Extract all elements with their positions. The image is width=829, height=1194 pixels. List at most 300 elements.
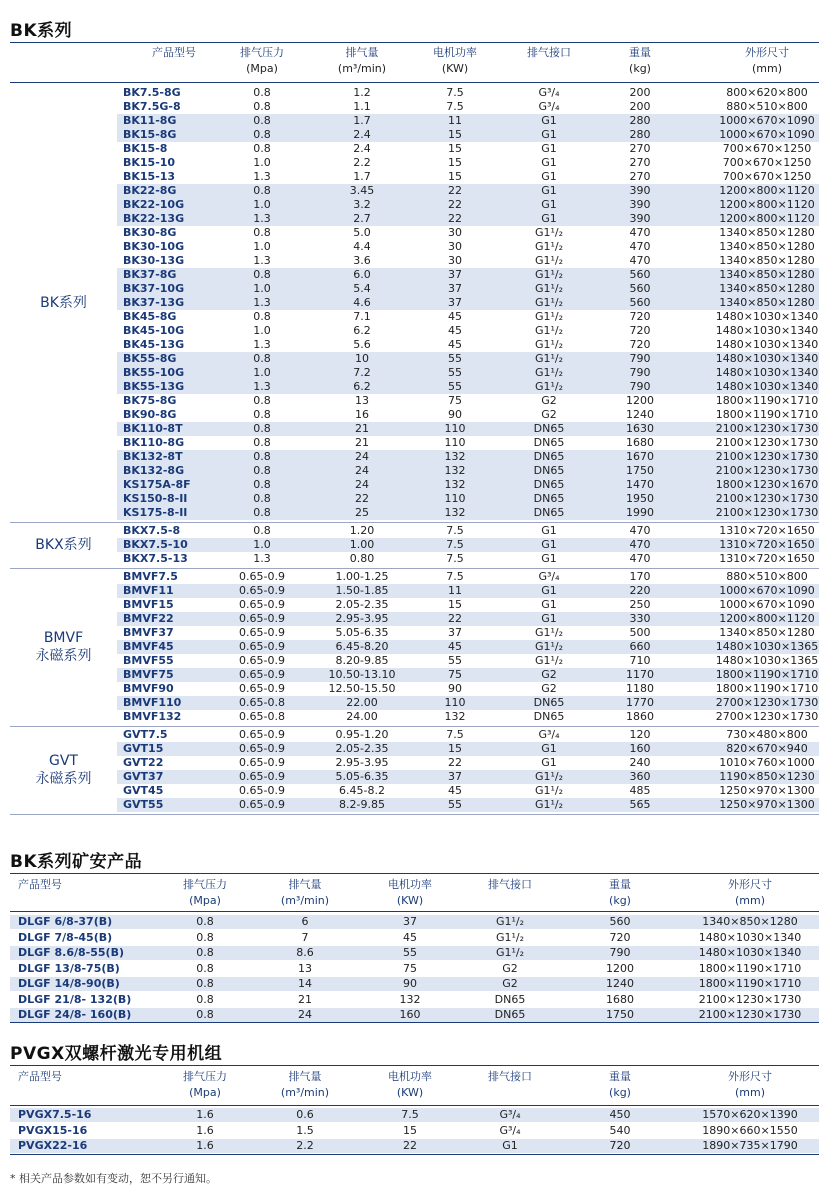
cell: G1¹/₂ [495,946,525,959]
cell: 7.5 [446,552,464,565]
cell: 0.8 [253,310,271,323]
cell: 1240 [626,408,654,421]
cell: 0.8 [196,1008,214,1021]
cell: G1 [541,552,557,565]
cell: DN65 [533,492,565,505]
cell: 5.0 [353,226,371,239]
cell: BK110-8G [123,436,185,449]
table-row [10,977,819,991]
cell: BMVF90 [123,682,174,695]
cell: G1 [541,128,557,141]
cell: 1480×1030×1340 [715,352,819,365]
column-header [250,1069,360,1101]
cell: 1800×1190×1710 [715,682,819,695]
table-row [117,310,819,324]
cell: BK55-13G [123,380,185,393]
table-row [117,598,819,612]
cell: 110 [444,436,466,449]
cell: DLGF 7/8-45(B) [18,930,113,944]
cell: BK132-8T [123,450,183,463]
cell: 45 [448,640,462,653]
cell: G1¹/₂ [534,338,564,351]
cell: 6.45-8.20 [335,640,389,653]
table-row [117,156,819,170]
cell: 2100×1230×1730 [715,464,819,477]
cell: DN65 [533,710,565,723]
cell: 7.5 [446,524,464,537]
cell: 2.4 [353,142,371,155]
column-header-unit: (Mpa) [246,62,278,75]
cell: 1.1 [353,100,371,113]
cell: 1.0 [253,366,271,379]
cell: 0.65-0.9 [239,584,285,597]
table-header-rule [10,82,819,83]
cell: G³/₄ [538,86,560,99]
table-row [117,784,819,798]
cell: 45 [403,930,417,944]
cell: 720 [629,324,651,337]
cell: 1340×850×1280 [719,282,815,295]
cell: 30 [448,254,462,267]
cell: 1200×800×1120 [719,184,815,197]
column-header-label: 重量 [629,46,651,59]
cell: 7.1 [353,310,371,323]
cell: 1.00-1.25 [335,570,389,583]
cell: 270 [629,142,651,155]
cell: 6.45-8.2 [339,784,385,797]
column-header [565,877,675,909]
cell: G1¹/₂ [534,784,564,797]
column-header-unit: (kg) [609,1086,631,1099]
cell: 0.65-0.9 [239,682,285,695]
cell: G1¹/₂ [534,324,564,337]
cell: 45 [448,324,462,337]
cell: 1.7 [353,114,371,127]
cell: 1200×800×1120 [719,212,815,225]
cell: 21 [298,992,312,1006]
cell: PVGX15-16 [18,1123,88,1137]
cell: 170 [629,570,651,583]
cell: 880×510×800 [726,570,808,583]
cell: 110 [444,696,466,709]
cell: 450 [609,1108,631,1121]
cell: 500 [629,626,651,639]
table-row [117,728,819,742]
table-row [10,1139,819,1153]
column-header-unit: (m³/min) [280,894,330,907]
cell: 1000×670×1090 [719,128,815,141]
cell: 1000×670×1090 [719,114,815,127]
cell: 0.8 [253,436,271,449]
table-row [117,198,819,212]
cell: G³/₄ [499,1108,521,1121]
cell: 45 [448,310,462,323]
cell: G³/₄ [538,570,560,583]
cell: 200 [629,100,651,113]
cell: GVT22 [123,756,164,769]
column-header-unit: (KW) [396,1086,424,1099]
cell: BK45-13G [123,338,185,351]
cell: 55 [448,352,462,365]
group-label-line: BKX系列 [35,537,92,553]
table-row [117,798,819,812]
cell: 7.5 [446,728,464,741]
cell: 1480×1030×1365 [715,654,819,667]
cell: 1.3 [253,254,271,267]
cell: BK30-8G [123,226,177,239]
cell: 0.8 [253,422,271,435]
cell: 7.2 [353,366,371,379]
table-row [10,962,819,976]
cell: 200 [629,86,651,99]
cell: G2 [541,394,557,407]
cell: 470 [629,226,651,239]
table-row [117,352,819,366]
cell: 0.95-1.20 [335,728,389,741]
cell: 24 [355,478,369,491]
cell: 1890×660×1550 [702,1123,798,1137]
column-header-label: 排气压力 [240,46,284,59]
cell: 1310×720×1650 [719,524,815,537]
table-row [117,324,819,338]
cell: 1480×1030×1340 [715,324,819,337]
column-header-label: 排气压力 [183,1070,227,1083]
column-header-unit: (kg) [609,894,631,907]
cell: DN65 [533,478,565,491]
cell: 1800×1230×1670 [715,478,819,491]
table-row [117,100,819,114]
column-header [217,45,307,77]
section-title-pvgx: PVGX双螺杆激光专用机组 [10,1044,223,1064]
cell: 6 [301,915,309,928]
cell: BK7.5G-8 [123,100,181,113]
cell: 90 [403,977,417,990]
cell: GVT15 [123,742,164,755]
table-row [117,524,819,538]
cell: G1 [541,170,557,183]
cell: 90 [448,682,462,695]
cell: 2.05-2.35 [335,598,389,611]
group-divider [10,814,819,815]
cell: BK30-10G [123,240,185,253]
cell: BK30-13G [123,254,185,267]
cell: BMVF11 [123,584,174,597]
cell: BK55-8G [123,352,177,365]
cell: 7 [301,930,309,944]
cell: BK15-8G [123,128,177,141]
column-header-label: 排气压力 [183,878,227,891]
cell: 0.8 [253,142,271,155]
cell: 7.5 [446,86,464,99]
column-header [565,1069,675,1101]
cell: 0.65-0.9 [239,798,285,811]
cell: G³/₄ [499,1123,521,1137]
cell: 1310×720×1650 [719,552,815,565]
table-row [117,240,819,254]
cell: 1200×800×1120 [719,198,815,211]
cell: 6.2 [353,380,371,393]
table-row [117,654,819,668]
cell: DLGF 24/8- 160(B) [18,1008,132,1021]
cell: 4.4 [353,240,371,253]
cell: 1800×1190×1710 [715,408,819,421]
cell: 13 [355,394,369,407]
table-row [117,380,819,394]
cell: G1 [541,114,557,127]
cell: 132 [444,450,466,463]
table-row [10,1108,819,1122]
cell: 132 [399,992,421,1006]
cell: DN65 [494,1008,526,1021]
table-row [117,506,819,520]
cell: 132 [444,478,466,491]
cell: 37 [448,296,462,309]
cell: 470 [629,254,651,267]
cell: 700×670×1250 [722,142,812,155]
cell: BMVF75 [123,668,174,681]
cell: G1¹/₂ [534,226,564,239]
cell: 1680 [626,436,654,449]
cell: GVT7.5 [123,728,168,741]
cell: 560 [629,268,651,281]
cell: 720 [609,930,631,944]
cell: 0.8 [196,977,214,990]
table-row [117,612,819,626]
cell: 790 [629,380,651,393]
cell: G2 [541,668,557,681]
column-header-unit: (KW) [396,894,424,907]
cell: 0.65-0.8 [239,696,285,709]
cell: BK22-13G [123,212,185,225]
cell: G1¹/₂ [534,282,564,295]
cell: BK7.5-8G [123,86,181,99]
cell: 132 [444,710,466,723]
table-row [117,128,819,142]
cell: 5.4 [353,282,371,295]
section-title-bk: BK系列 [10,21,73,41]
cell: 1200×800×1120 [719,612,815,625]
cell: 37 [448,268,462,281]
cell: BK15-8 [123,142,168,155]
cell: 22.00 [346,696,378,709]
cell: G1 [541,538,557,551]
cell: 0.65-0.9 [239,626,285,639]
cell: 5.05-6.35 [335,626,389,639]
cell: 2.05-2.35 [335,742,389,755]
cell: 700×670×1250 [722,170,812,183]
cell: G1¹/₂ [495,930,525,944]
cell: 1.0 [253,156,271,169]
cell: 2.95-3.95 [335,756,389,769]
cell: 1480×1030×1340 [715,310,819,323]
cell: 1.0 [253,282,271,295]
cell: PVGX22-16 [18,1139,88,1152]
column-header [445,1069,575,1085]
cell: BMVF15 [123,598,174,611]
cell: G1¹/₂ [534,366,564,379]
table-row [117,254,819,268]
group-label [10,629,117,665]
table-row [117,142,819,156]
cell: 1750 [626,464,654,477]
table-row [117,492,819,506]
column-header [445,877,575,893]
cell: 2.4 [353,128,371,141]
cell: 1800×1190×1710 [698,977,802,990]
cell: GVT45 [123,784,164,797]
column-header-label: 电机功率 [433,46,477,59]
cell: 1200 [606,961,634,975]
column-header [670,1069,829,1101]
cell: 1.0 [253,240,271,253]
cell: G2 [502,977,518,990]
cell: 280 [629,128,651,141]
cell: KS175-8-II [123,506,188,519]
cell: 30 [448,240,462,253]
column-header-unit: (Mpa) [189,894,221,907]
cell: 2100×1230×1730 [715,492,819,505]
cell: 24.00 [346,710,378,723]
table-row [117,552,819,566]
cell: 1480×1030×1365 [715,640,819,653]
cell: G1 [541,584,557,597]
cell: 800×620×800 [726,86,808,99]
cell: 1.7 [353,170,371,183]
column-header-unit: (Mpa) [189,1086,221,1099]
cell: 1340×850×1280 [719,254,815,267]
cell: G1 [541,156,557,169]
column-header-label: 产品型号 [18,1070,62,1083]
table-row [117,696,819,710]
cell: 75 [448,668,462,681]
group-label-line: BK系列 [40,295,87,311]
cell: 75 [448,394,462,407]
cell: 25 [355,506,369,519]
table-top-rule [10,42,819,43]
cell: 880×510×800 [726,100,808,113]
table-row [117,682,819,696]
cell: 37 [448,770,462,783]
cell: BMVF37 [123,626,174,639]
cell: 720 [629,310,651,323]
cell: BK132-8G [123,464,185,477]
cell: BK37-8G [123,268,177,281]
cell: 1.50-1.85 [335,584,389,597]
cell: GVT55 [123,798,164,811]
cell: 120 [629,728,651,741]
cell: 1950 [626,492,654,505]
cell: DLGF 8.6/8-55(B) [18,946,124,959]
cell: 720 [629,338,651,351]
cell: 1770 [626,696,654,709]
column-header-label: 外形尺寸 [728,1070,772,1083]
cell: BK15-10 [123,156,176,169]
cell: 0.8 [253,128,271,141]
cell: 7.5 [446,538,464,551]
cell: 24 [298,1008,312,1021]
cell: BKX7.5-13 [123,552,188,565]
table-row [117,584,819,598]
cell: 1630 [626,422,654,435]
cell: 11 [448,114,462,127]
cell: 1.3 [253,170,271,183]
cell: 280 [629,114,651,127]
cell: 1340×850×1280 [719,240,815,253]
cell: 6.0 [353,268,371,281]
cell: 22 [448,756,462,769]
cell: 1750 [606,1008,634,1021]
column-header-label: 外形尺寸 [728,878,772,891]
cell: 700×670×1250 [722,156,812,169]
cell: 0.8 [253,352,271,365]
group-label [10,294,117,312]
cell: 5.6 [353,338,371,351]
cell: 0.8 [253,226,271,239]
cell: 390 [629,198,651,211]
cell: G1 [541,742,557,755]
cell: 24 [355,464,369,477]
cell: 8.6 [296,946,314,959]
table-row [117,668,819,682]
cell: 0.65-0.9 [239,640,285,653]
cell: BK22-10G [123,198,185,211]
cell: G1¹/₂ [534,626,564,639]
table-row [117,464,819,478]
cell: G1¹/₂ [534,798,564,811]
cell: 1000×670×1090 [719,584,815,597]
group-label-line: 永磁系列 [35,771,92,787]
cell: 0.65-0.9 [239,612,285,625]
column-header [129,45,219,61]
cell: 15 [448,170,462,183]
cell: BK45-10G [123,324,185,337]
cell: 330 [629,612,651,625]
cell: 1010×760×1000 [719,756,815,769]
cell: 160 [629,742,651,755]
column-header-unit: (KW) [441,62,469,75]
cell: 1480×1030×1340 [715,380,819,393]
cell: 0.8 [253,524,271,537]
cell: 250 [629,598,651,611]
cell: 1180 [626,682,654,695]
column-header-label: 电机功率 [388,878,432,891]
cell: 470 [629,524,651,537]
cell: G1 [541,524,557,537]
cell: 1800×1190×1710 [698,961,802,975]
cell: 24 [355,450,369,463]
cell: 790 [629,352,651,365]
table-row [10,1124,819,1138]
cell: 1340×850×1280 [719,268,815,281]
cell: 75 [403,961,417,975]
table-row [10,931,819,945]
cell: 560 [609,915,631,928]
cell: 2100×1230×1730 [715,506,819,519]
cell: 55 [448,380,462,393]
cell: 13 [298,961,312,975]
cell: BK75-8G [123,394,177,407]
cell: BMVF45 [123,640,174,653]
cell: 7.5 [446,570,464,583]
cell: G1 [541,756,557,769]
cell: G1 [541,142,557,155]
cell: G1¹/₂ [534,310,564,323]
cell: 5.05-6.35 [335,770,389,783]
cell: 660 [629,640,651,653]
cell: 8.2-9.85 [339,798,385,811]
cell: 1480×1030×1340 [698,930,802,944]
cell: G1¹/₂ [534,268,564,281]
